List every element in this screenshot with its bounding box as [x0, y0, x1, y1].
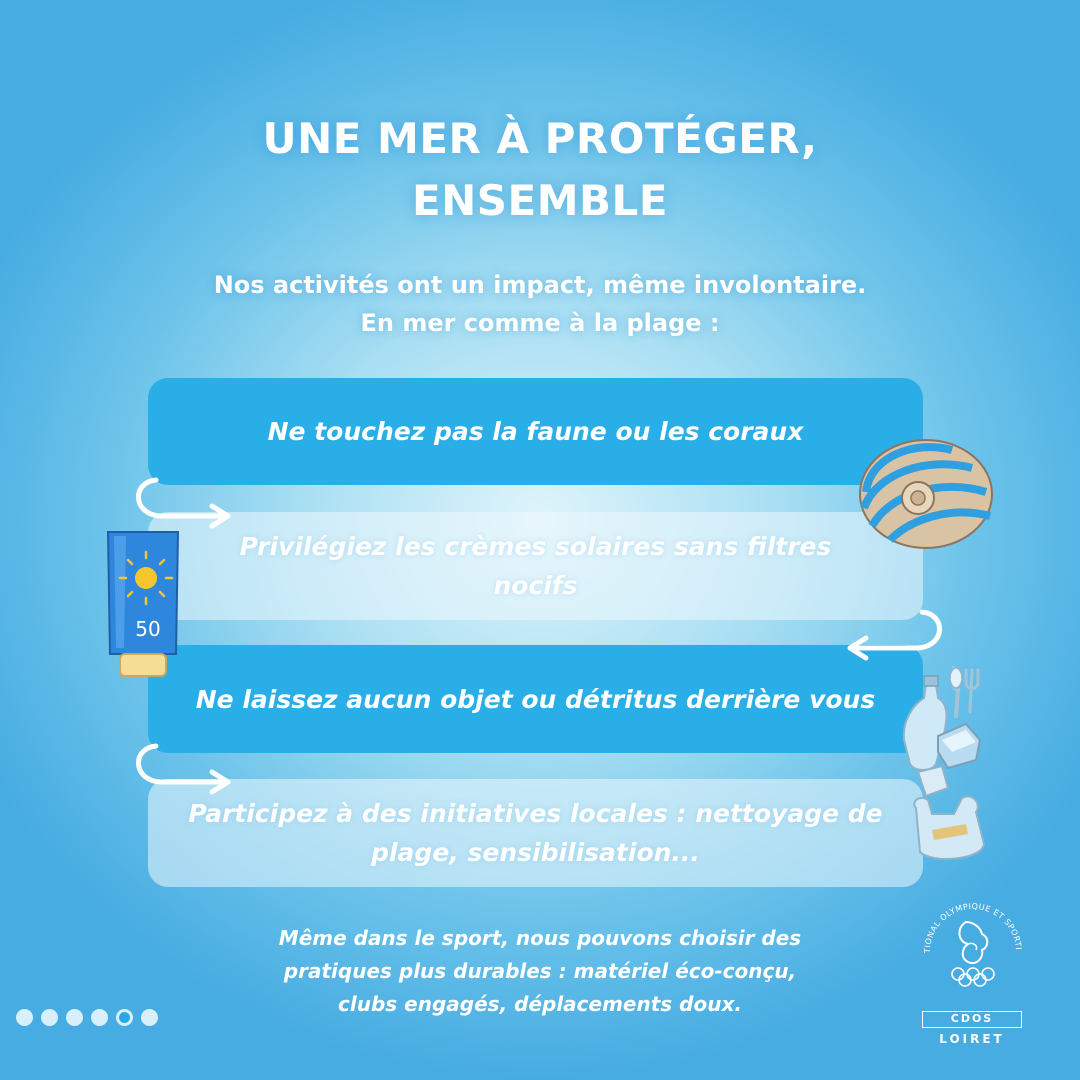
logo-arc-text: TIONAL OLYMPIQUE ET SPORTI	[922, 901, 1023, 954]
footer-line-2: pratiques plus durables : matériel éco-conçu,	[283, 959, 797, 983]
page-title	[0, 108, 1080, 232]
curved-arrow-left-icon	[838, 606, 950, 662]
step-text-3: Ne laissez aucun objet ou détritus derrière vous	[195, 684, 876, 714]
pagination-dot[interactable]	[141, 1009, 158, 1026]
pagination-dot[interactable]	[16, 1009, 33, 1026]
pagination-dot-active[interactable]	[116, 1009, 133, 1026]
sunscreen-tube-icon	[100, 528, 186, 680]
pagination-dot[interactable]	[66, 1009, 83, 1026]
olympic-committee-emblem-icon	[918, 892, 1028, 1010]
step-text-2: Privilégiez les crèmes solaires sans filtres nocifs	[239, 532, 832, 600]
pagination-dot[interactable]	[91, 1009, 108, 1026]
title-line-1: UNE MER À PROTÉGER,	[262, 114, 818, 163]
footer-note	[200, 922, 880, 1021]
title-line-2: ENSEMBLE	[411, 176, 669, 225]
pagination-dot[interactable]	[41, 1009, 58, 1026]
seashell-icon	[856, 434, 996, 550]
footer-line-1: Même dans le sport, nous pouvons choisir des	[278, 926, 802, 950]
sunscreen-spf-label: 50	[135, 617, 161, 641]
curved-arrow-right-icon	[128, 474, 240, 530]
step-text-1: Ne touchez pas la faune ou les coraux	[267, 417, 804, 446]
cdos-loiret-logo	[918, 892, 1028, 1052]
pagination-dots	[16, 1009, 158, 1026]
subtitle-line-2: En mer comme à la plage :	[360, 309, 720, 337]
step-card-4	[148, 779, 923, 887]
footer-line-3: clubs engagés, déplacements doux.	[338, 992, 742, 1016]
subtitle	[0, 266, 1080, 342]
step-card-3	[148, 645, 923, 753]
subtitle-line-1: Nos activités ont un impact, même involontaire.	[213, 271, 867, 299]
logo-region: LOIRET	[939, 1032, 1005, 1046]
logo-cdos-box: CDOS	[922, 1011, 1022, 1028]
step-card-2	[148, 512, 923, 620]
step-card-1	[148, 378, 923, 485]
plastic-waste-icon	[892, 664, 994, 872]
curved-arrow-right-icon	[128, 740, 240, 796]
step-text-4: Participez à des initiatives locales : nettoyage de plage, sensibilisation...	[188, 799, 883, 867]
